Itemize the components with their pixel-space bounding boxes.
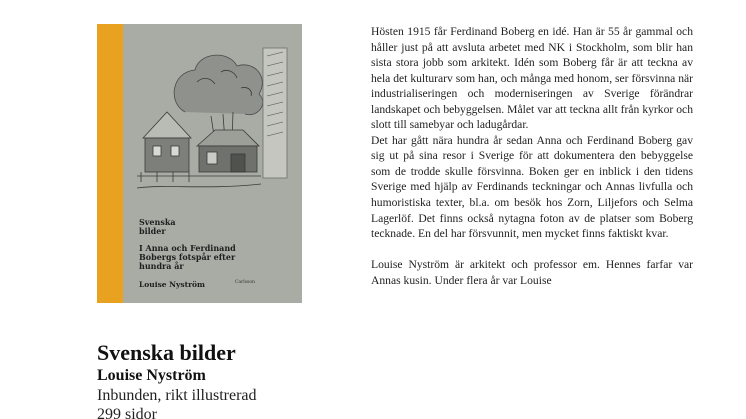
- paragraph: Louise Nyström är arkitekt och professor em. Hennes farfar var Annas kusin. Under flera år var Louise: [371, 258, 693, 287]
- book-cover: [97, 24, 302, 303]
- cover-title: Svenska bilder: [139, 217, 176, 236]
- cover-subtitle: I Anna och Ferdinand Bobergs fotspår efter hundra år: [139, 243, 236, 271]
- paragraph: Hösten 1915 får Ferdinand Boberg en idé. Han är 55 år gammal och håller just på att avsluta arbetet med NK i Stockholm, som blir han sista stora jobb som arkitekt. Idén som Boberg får är att teckna av hela det kulturarv som han, och många med honom, ser försvinna när industrialiseringen och moderniseringen av Sverige förändrar landskapet och bebyggelsen. Målet var att teckna allt från kyrkor och slott till samebyar och ladugårdar.: [371, 25, 693, 132]
- book-binding: Inbunden, rikt illustrerad: [97, 387, 257, 404]
- cover-spine: [97, 24, 123, 303]
- cover-illustration: [137, 42, 289, 194]
- book-pages: 299 sidor: [97, 406, 157, 419]
- paragraph: Det har gått nära hundra år sedan Anna och Ferdinand Boberg gav sig ut på sina resor i Sverige för att dokumentera den bebyggelse som de trodde skulle försvinna. Boken ger en inblick i den tidens Sverige med hjälp av Ferdinands teckningar och Annas livfulla och humoristiska texter, bl.a. om besök hos Zorn, Liljefors och Selma Lagerlöf. Det finns också nytagna foton av de platser som Boberg tecknade. En del har försvunnit, men mycket finns faktiskt kvar.: [371, 133, 693, 241]
- book-author: Louise Nyström: [97, 367, 206, 384]
- cover-author: Louise Nyström: [139, 280, 205, 289]
- cover-publisher: Carlsson: [235, 280, 255, 285]
- book-title: Svenska bilder: [97, 340, 236, 365]
- body-text: [371, 24, 693, 288]
